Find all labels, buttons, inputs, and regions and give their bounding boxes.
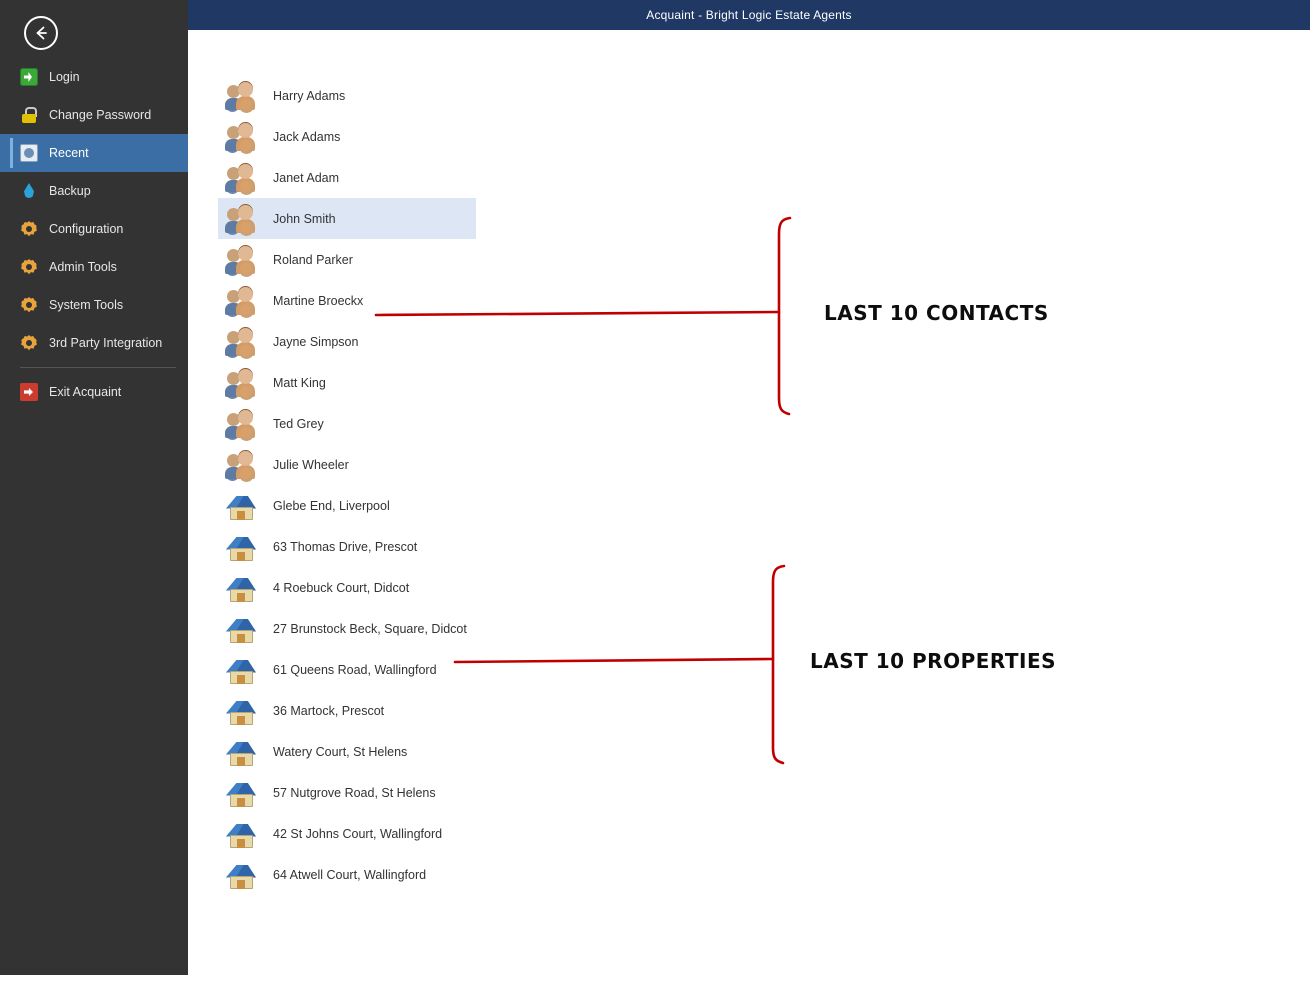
sidebar-item-label: Backup (49, 184, 91, 198)
list-item[interactable] (218, 403, 688, 444)
list-item-label: 63 Thomas Drive, Prescot (273, 539, 418, 554)
sidebar-item-recent[interactable] (0, 134, 188, 172)
contacts-bracket (779, 218, 790, 414)
property-icon (225, 860, 259, 890)
list-item[interactable] (218, 649, 688, 690)
list-item-label: 42 St Johns Court, Wallingford (273, 826, 443, 841)
list-item-label: Roland Parker (273, 252, 353, 267)
sidebar-item-label: Configuration (49, 222, 124, 236)
contact-icon (225, 327, 259, 357)
contact-icon (225, 245, 259, 275)
list-item-label: Harry Adams (273, 88, 346, 103)
sidebar-item-change-password[interactable] (0, 96, 188, 134)
list-item[interactable] (218, 772, 688, 813)
backup-icon (20, 182, 38, 200)
list-item-label: 4 Roebuck Court, Didcot (273, 580, 410, 595)
list-item[interactable] (218, 280, 688, 321)
list-item-label: Jack Adams (273, 129, 341, 144)
contact-icon (225, 450, 259, 480)
list-item-label: 36 Martock, Prescot (273, 703, 385, 718)
property-icon (225, 737, 259, 767)
sidebar-item-label: Change Password (49, 108, 152, 122)
sidebar-item-label: System Tools (49, 298, 124, 312)
list-item[interactable] (218, 731, 688, 772)
sidebar (0, 0, 188, 975)
sidebar-item-label: Recent (49, 146, 89, 160)
property-icon (225, 573, 259, 603)
list-item[interactable] (218, 116, 688, 157)
sidebar-item-system-tools[interactable] (0, 286, 188, 324)
list-item-label: Jayne Simpson (273, 334, 359, 349)
list-item[interactable] (218, 444, 688, 485)
recent-items-list (218, 75, 688, 895)
gear-icon (20, 258, 38, 276)
list-item[interactable] (218, 567, 688, 608)
contact-icon (225, 204, 259, 234)
contact-icon (225, 286, 259, 316)
gear-icon (20, 220, 38, 238)
properties-bracket (773, 566, 784, 763)
sidebar-item-login[interactable] (0, 58, 188, 96)
sidebar-item-label: 3rd Party Integration (49, 336, 163, 350)
property-icon (225, 491, 259, 521)
sidebar-item-backup[interactable] (0, 172, 188, 210)
properties-annotation-label: LAST 10 PROPERTIES (810, 649, 1057, 673)
sidebar-item-admin-tools[interactable] (0, 248, 188, 286)
list-item[interactable] (218, 526, 688, 567)
back-button[interactable] (24, 16, 58, 50)
contact-icon (225, 409, 259, 439)
list-item-label: Martine Broeckx (273, 293, 364, 308)
list-item[interactable] (218, 157, 688, 198)
property-icon (225, 614, 259, 644)
list-item-label: 57 Nutgrove Road, St Helens (273, 785, 436, 800)
sidebar-divider (20, 367, 176, 368)
title-bar (188, 0, 1310, 30)
list-item-label: 61 Queens Road, Wallingford (273, 662, 437, 677)
gear-icon (20, 296, 38, 314)
list-item-selected[interactable] (218, 198, 476, 239)
exit-icon (20, 383, 38, 401)
list-item-label: Watery Court, St Helens (273, 744, 408, 759)
back-arrow-icon (31, 23, 51, 43)
list-item-label: 64 Atwell Court, Wallingford (273, 867, 427, 882)
property-icon (225, 819, 259, 849)
list-item[interactable] (218, 75, 688, 116)
sidebar-nav (0, 58, 188, 411)
list-item-label: Janet Adam (273, 170, 340, 185)
contact-icon (225, 368, 259, 398)
sidebar-item-3rd-party-integration[interactable] (0, 324, 188, 362)
list-item[interactable] (218, 485, 688, 526)
sidebar-item-configuration[interactable] (0, 210, 188, 248)
recent-icon (20, 144, 38, 162)
property-icon (225, 696, 259, 726)
contact-icon (225, 163, 259, 193)
list-item-label: Glebe End, Liverpool (273, 498, 390, 513)
sidebar-item-label: Login (49, 70, 80, 84)
list-item-label: 27 Brunstock Beck, Square, Didcot (273, 621, 467, 636)
list-item[interactable] (218, 813, 688, 854)
list-item-label: Ted Grey (273, 416, 324, 431)
property-icon (225, 532, 259, 562)
list-item-label: Julie Wheeler (273, 457, 349, 472)
list-item[interactable] (218, 608, 688, 649)
lock-icon (20, 106, 38, 124)
sidebar-item-label: Exit Acquaint (49, 385, 122, 399)
list-item[interactable] (218, 321, 688, 362)
list-item[interactable] (218, 690, 688, 731)
sidebar-item-exit-acquaint[interactable] (0, 373, 188, 411)
list-item[interactable] (218, 362, 688, 403)
list-item-label: Matt King (273, 375, 326, 390)
list-item[interactable] (218, 239, 688, 280)
list-item[interactable] (218, 854, 688, 895)
sidebar-item-label: Admin Tools (49, 260, 117, 274)
list-item-label: John Smith (273, 211, 336, 226)
property-icon (225, 778, 259, 808)
login-icon (20, 68, 38, 86)
contacts-annotation-label: LAST 10 CONTACTS (824, 301, 1049, 325)
contact-icon (225, 81, 259, 111)
property-icon (225, 655, 259, 685)
gear-icon (20, 334, 38, 352)
contact-icon (225, 122, 259, 152)
window-title: Acquaint - Bright Logic Estate Agents (646, 8, 852, 22)
